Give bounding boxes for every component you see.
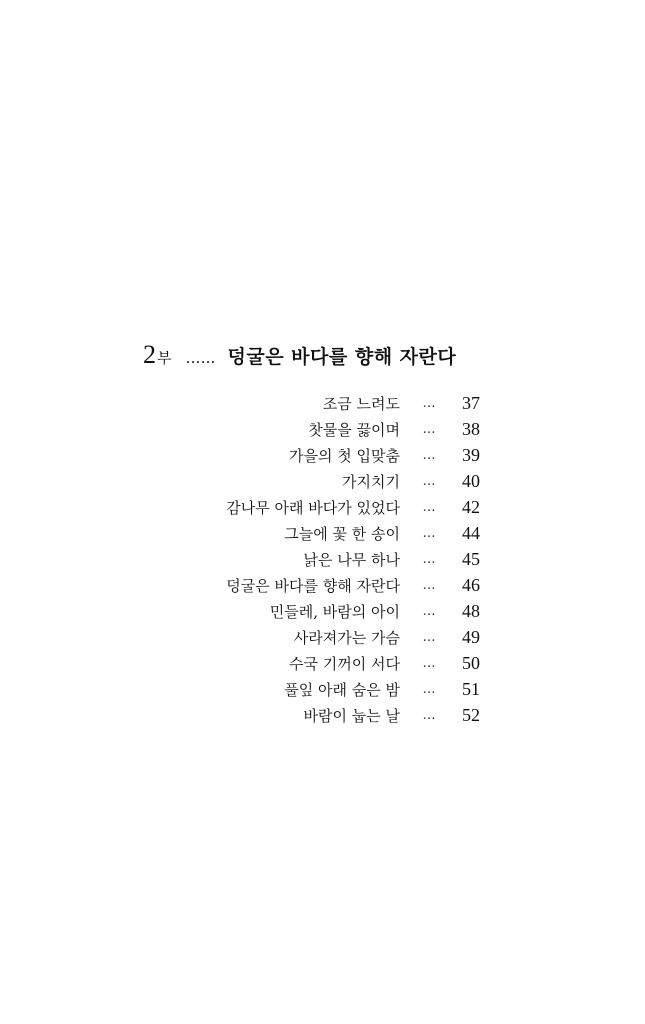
toc-entry xyxy=(150,390,480,416)
toc-entry-title: 풀잎 아래 숨은 밤 xyxy=(284,680,400,699)
toc-page-number: 42 xyxy=(462,496,480,517)
part-leader-dots: …… xyxy=(185,349,216,367)
toc-page-number: 44 xyxy=(462,522,480,543)
toc-entry-title: 덩굴은 바다를 향해 자란다 xyxy=(226,576,400,595)
toc-leader-dots: … xyxy=(422,525,436,541)
toc-entry-title: 수국 기꺼이 서다 xyxy=(289,654,400,673)
toc-entry xyxy=(150,546,480,572)
toc-entry-title: 가지치기 xyxy=(342,472,400,491)
toc-leader-dots: … xyxy=(422,421,436,437)
toc-page-number: 45 xyxy=(462,548,480,569)
toc-leader-dots: … xyxy=(422,707,436,723)
toc-entry xyxy=(150,468,480,494)
toc-entry xyxy=(150,442,480,468)
toc-entry xyxy=(150,676,480,702)
toc-leader-dots: … xyxy=(422,603,436,619)
toc-entry xyxy=(150,494,480,520)
toc-entry-title: 바람이 눕는 날 xyxy=(303,706,400,725)
part-number: 2 xyxy=(143,340,156,369)
toc-leader-dots: … xyxy=(422,681,436,697)
table-of-contents xyxy=(150,390,480,728)
toc-entry xyxy=(150,598,480,624)
toc-page-number: 49 xyxy=(462,626,480,647)
toc-page-number: 48 xyxy=(462,600,480,621)
toc-page-number: 38 xyxy=(462,418,480,439)
toc-page-number: 39 xyxy=(462,444,480,465)
toc-page-number: 52 xyxy=(462,704,480,725)
toc-entry-title: 낡은 나무 하나 xyxy=(303,550,400,569)
toc-leader-dots: … xyxy=(422,577,436,593)
toc-page-number: 37 xyxy=(462,392,480,413)
toc-leader-dots: … xyxy=(422,395,436,411)
toc-entry-title: 사라져가는 가슴 xyxy=(293,628,400,647)
toc-leader-dots: … xyxy=(422,655,436,671)
toc-leader-dots: … xyxy=(422,499,436,515)
toc-entry xyxy=(150,624,480,650)
part-suffix: 부 xyxy=(157,349,172,367)
toc-entry xyxy=(150,702,480,728)
part-title: 덩굴은 바다를 향해 자란다 xyxy=(227,346,457,368)
toc-entry-title: 감나무 아래 바다가 있었다 xyxy=(226,498,400,517)
toc-entry-title: 조금 느려도 xyxy=(322,394,400,413)
toc-entry xyxy=(150,520,480,546)
toc-entry xyxy=(150,572,480,598)
toc-entry-title: 그늘에 꽃 한 송이 xyxy=(284,524,400,543)
toc-entry xyxy=(150,416,480,442)
toc-leader-dots: … xyxy=(422,473,436,489)
toc-entry xyxy=(150,650,480,676)
toc-page-number: 40 xyxy=(462,470,480,491)
toc-page-number: 51 xyxy=(462,678,480,699)
toc-leader-dots: … xyxy=(422,629,436,645)
toc-entry-title: 찻물을 끓이며 xyxy=(308,420,400,439)
toc-page-number: 46 xyxy=(462,574,480,595)
toc-page-number: 50 xyxy=(462,652,480,673)
toc-leader-dots: … xyxy=(422,447,436,463)
part-header xyxy=(143,340,456,370)
toc-leader-dots: … xyxy=(422,551,436,567)
toc-entry-title: 가을의 첫 입맞춤 xyxy=(289,446,400,465)
toc-entry-title: 민들레, 바람의 아이 xyxy=(269,602,400,621)
